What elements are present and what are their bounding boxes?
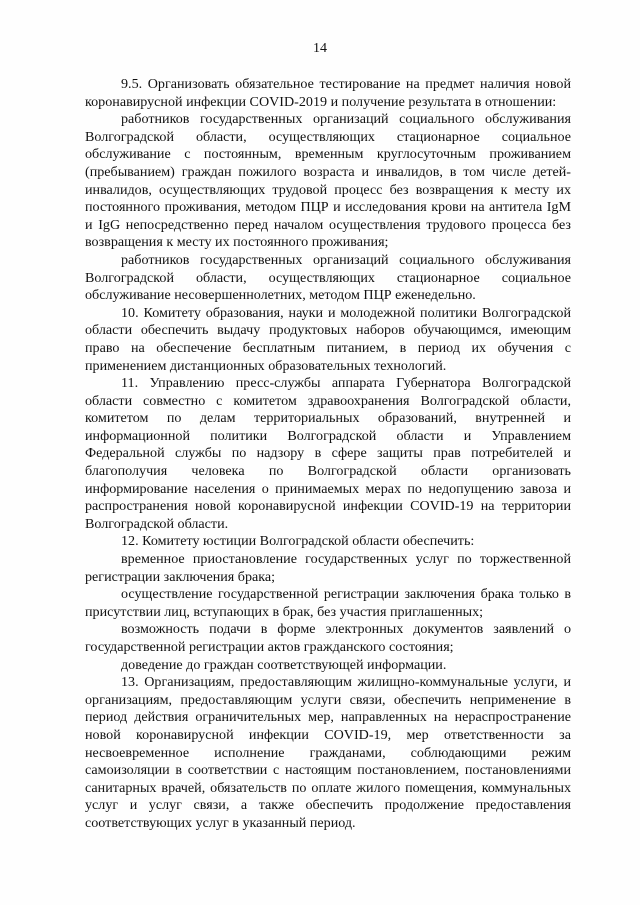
paragraph-12: 12. Комитету юстиции Волгоградской области обеспечить: (121, 533, 475, 550)
page-number: 14 (313, 41, 327, 56)
document-body (85, 76, 571, 833)
paragraph-13: 13. Организациям, предоставляющим жилищно-коммунальные услуги, и организациям, предоставляющим услуги связи, обеспечить неприменение в период действия ограничительных мер, направленных на нераспространение новой коронавирусной инфекции COVID-19, мер ответственности за несвоевременное исполнение гражданами, соблюдающими режим самоизоляции в соответствии с настоящим постановлением, постановлениями санитарных врачей, обязательств по оплате жилого помещения, коммунальных услуг и услуг связи, а также обеспечить продолжение предоставления соответствующих услуг в указанный период. (85, 674, 571, 831)
paragraph-11: 11. Управлению пресс-службы аппарата Губернатора Волгоградской области совместно с комитетом здравоохранения Волгоградской области, комитетом по делам территориальных образований, внутренней и информационной политики Волгоградской области и Управлением Федеральной службы по надзору в сфере защиты прав потребителей и благополучия человека по Волгоградской области организовать информирование населения о принимаемых мерах по недопущению завоза и распространения новой коронавирусной инфекции COVID-19 на территории Волгоградской области. (85, 375, 571, 532)
paragraph-12-item-1: временное приостановление государственных услуг по торжественной регистрации заключения брака; (85, 551, 571, 585)
paragraph-12-item-3: возможность подачи в форме электронных документов заявлений о государственной регистрации актов гражданского состояния; (85, 621, 571, 655)
paragraph-10: 10. Комитету образования, науки и молодежной политики Волгоградской области обеспечить выдачу продуктовых наборов обучающимся, имеющим право на обеспечение бесплатным питанием, в период их обучения с применением дистанционных образовательных технологий. (85, 304, 571, 374)
paragraph-12-item-2: осуществление государственной регистрации заключения брака только в присутствии лиц, вступающих в брак, без участия приглашенных; (85, 586, 571, 620)
paragraph-9-5: 9.5. Организовать обязательное тестирование на предмет наличия новой коронавирусной инфекции COVID-2019 и получение результата в отношении: (85, 76, 571, 110)
paragraph-9-5-item-2: работников государственных организаций социального обслуживания Волгоградской области, осуществляющих стационарное социальное обслуживание несовершеннолетних, методом ПЦР еженедельно. (85, 251, 571, 304)
paragraph-9-5-item-1: работников государственных организаций социального обслуживания Волгоградской области, осуществляющих стационарное социальное обслуживание с постоянным, временным круглосуточным проживанием (пребыванием) граждан пожилого возраста и инвалидов, в том числе детей-инвалидов, осуществляющих трудовой процесс без возвращения к месту их постоянного проживания, методом ПЦР и исследования крови на антитела IgM и IgG непосредственно перед началом осуществления трудового процесса без возвращения к месту их постоянного проживания; (85, 111, 571, 251)
paragraph-12-item-4: доведение до граждан соответствующей информации. (121, 656, 447, 673)
